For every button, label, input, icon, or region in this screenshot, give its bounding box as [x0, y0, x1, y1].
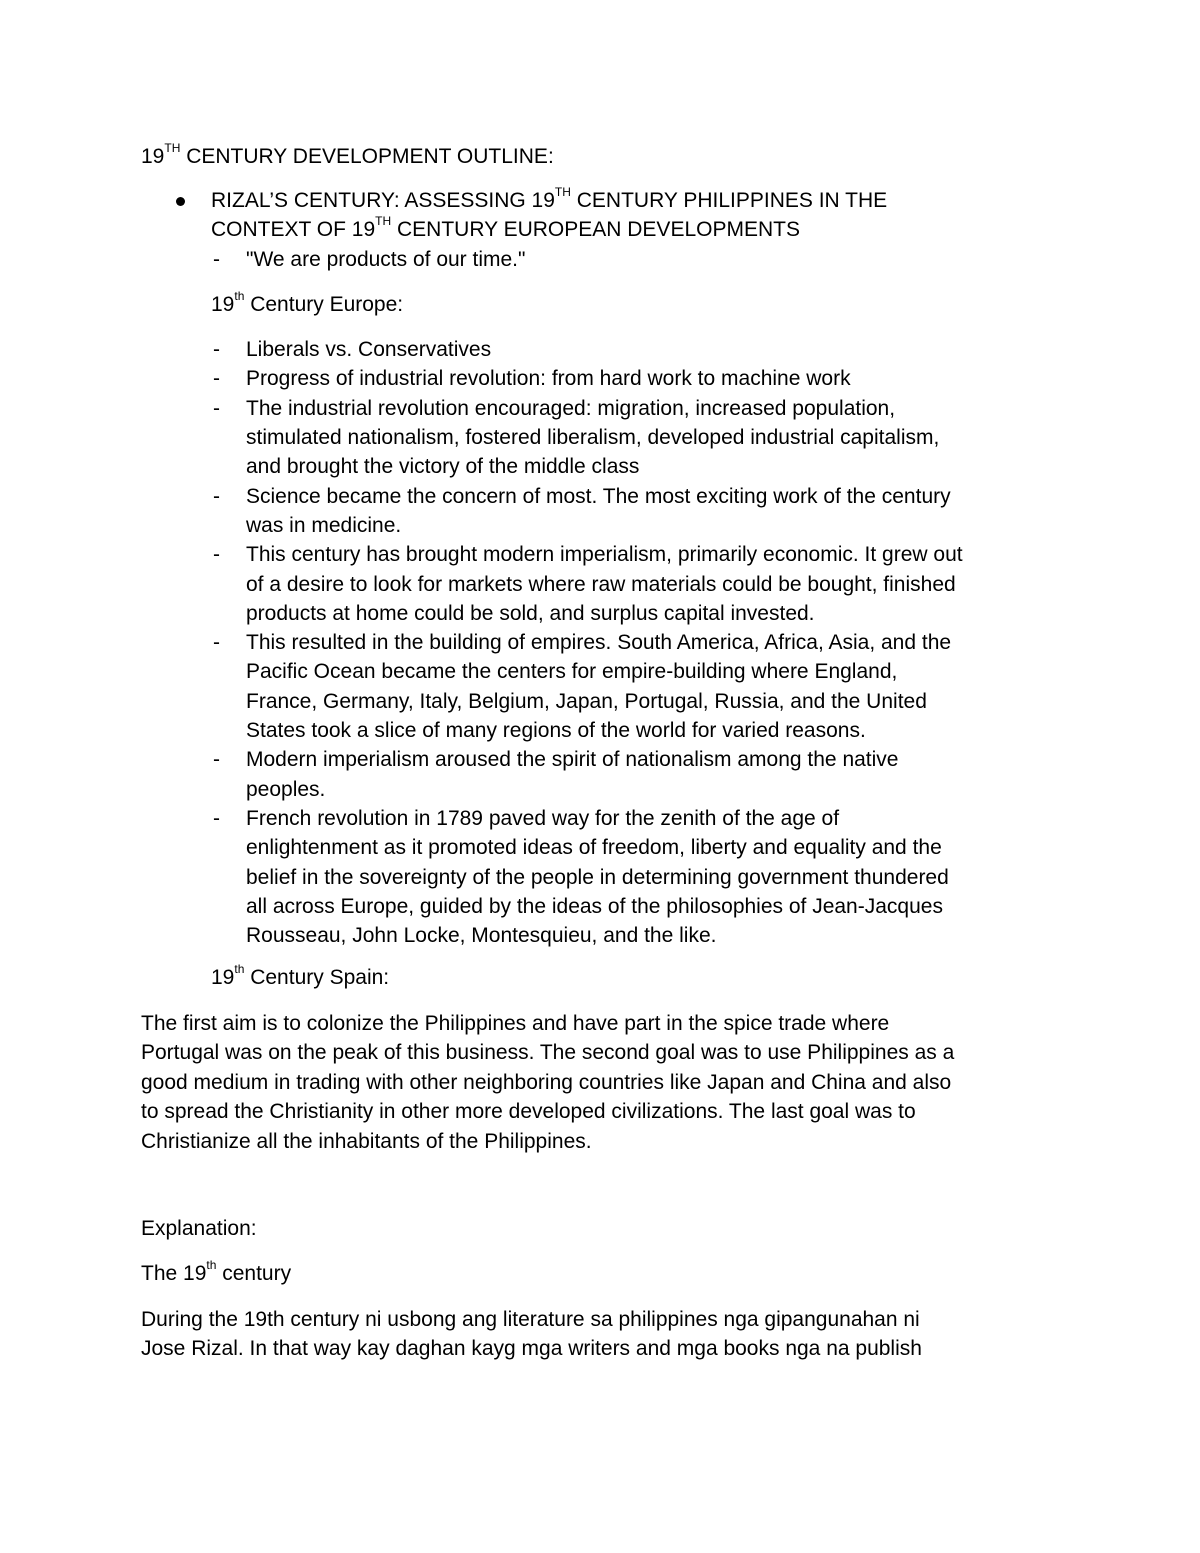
century-heading-sup: th — [206, 1258, 217, 1272]
spain-paragraph — [141, 1009, 1071, 1156]
bullet-line2-sup: TH — [375, 214, 392, 228]
europe-list-item-line: belief in the sovereignty of the people in determining government thundered — [246, 865, 949, 889]
title-pre: 19 — [141, 145, 165, 168]
europe-list-item-line: Science became the concern of most. The most exciting work of the century — [246, 484, 951, 508]
europe-list-item — [246, 364, 1076, 393]
europe-list-item-line: Progress of industrial revolution: from hard work to machine work — [246, 367, 851, 391]
dash-marker: - — [213, 806, 220, 830]
europe-list-item-line: was in medicine. — [246, 513, 402, 537]
europe-list-item-line: France, Germany, Italy, Belgium, Japan, Portugal, Russia, and the United — [246, 689, 927, 713]
dash-marker: - — [213, 484, 220, 508]
europe-list-item-line: Modern imperialism aroused the spirit of nationalism among the native — [246, 748, 899, 772]
europe-list-item-line: States took a slice of many regions of the world for varied reasons. — [246, 719, 866, 743]
europe-list-item-line: all across Europe, guided by the ideas of the philosophies of Jean-Jacques — [246, 895, 943, 919]
europe-list-item-line: peoples. — [246, 777, 326, 801]
europe-list-item — [246, 482, 1076, 541]
europe-list-item — [246, 745, 1076, 804]
title-post: CENTURY DEVELOPMENT OUTLINE: — [180, 145, 554, 168]
europe-list-item — [246, 628, 1076, 746]
spain-paragraph-line: Christianize all the inhabitants of the Philippines. — [141, 1129, 592, 1153]
europe-heading-post: Century Europe: — [244, 293, 404, 316]
spain-heading-sup: th — [234, 962, 245, 976]
quote-text: "We are products of our time." — [246, 248, 526, 271]
bullet-dot-icon — [176, 197, 185, 206]
dash-marker: - — [213, 396, 220, 420]
europe-list-item-line: of a desire to look for markets where raw materials could be bought, finished — [246, 572, 956, 596]
final-paragraph-line: Jose Rizal. In that way kay daghan kayg mga writers and mga books nga na publish — [141, 1337, 922, 1361]
century-heading-pre: The 19 — [141, 1262, 207, 1285]
bullet-line1-pre: RIZAL’S CENTURY: ASSESSING 19 — [211, 189, 555, 212]
europe-list-item — [246, 804, 1076, 951]
europe-heading — [211, 290, 403, 319]
bullet-line1-sup: TH — [554, 185, 571, 199]
europe-list-item-line: The industrial revolution encouraged: migration, increased population, — [246, 396, 896, 420]
bullet-line2-post: CENTURY EUROPEAN DEVELOPMENTS — [391, 218, 800, 241]
europe-list-item-line: French revolution in 1789 paved way for the zenith of the age of — [246, 806, 840, 830]
document-title — [141, 142, 554, 171]
europe-heading-sup: th — [234, 289, 245, 303]
spain-heading-pre: 19 — [211, 966, 235, 989]
dash-marker: - — [213, 248, 220, 271]
spain-paragraph-line: Portugal was on the peak of this business. The second goal was to use Philippines as a — [141, 1041, 955, 1065]
century-heading-post: century — [216, 1262, 292, 1285]
final-paragraph-line: During the 19th century ni usbong ang literature sa philippines nga gipangunahan ni — [141, 1308, 920, 1331]
europe-list-item-line: Liberals vs. Conservatives — [246, 338, 492, 361]
europe-list-item-line: enlightenment as it promoted ideas of freedom, liberty and equality and the — [246, 836, 942, 860]
dash-marker: - — [213, 367, 220, 391]
bullet-heading-line-1 — [211, 186, 887, 215]
spain-heading — [211, 963, 389, 992]
dash-marker: - — [213, 748, 220, 772]
spain-paragraph-line: to spread the Christianity in other more developed civilizations. The last goal was to — [141, 1100, 916, 1124]
spain-paragraph-line: good medium in trading with other neighboring countries like Japan and China and also — [141, 1070, 952, 1094]
europe-list-item-line: Rousseau, John Locke, Montesquieu, and the like. — [246, 924, 717, 948]
europe-list-item-line: stimulated nationalism, fostered liberalism, developed industrial capitalism, — [246, 426, 940, 449]
spain-heading-post: Century Spain: — [244, 966, 390, 989]
title-sup: TH — [164, 141, 181, 155]
explanation-label: Explanation: — [141, 1217, 257, 1240]
europe-list-item — [246, 335, 1076, 364]
europe-list-item-line: and brought the victory of the middle class — [246, 455, 640, 479]
century-heading — [141, 1259, 291, 1288]
europe-heading-pre: 19 — [211, 293, 235, 316]
bullet-line2-pre: CONTEXT OF 19 — [211, 218, 376, 241]
europe-list-item-line: Pacific Ocean became the centers for empire-building where England, — [246, 660, 898, 684]
bullet-heading-line-2 — [211, 215, 800, 244]
dash-marker: - — [213, 543, 220, 567]
dash-marker: - — [213, 338, 220, 361]
europe-list-item-line: This century has brought modern imperialism, primarily economic. It grew out — [246, 543, 963, 567]
europe-list-item-line: This resulted in the building of empires. South America, Africa, Asia, and the — [246, 631, 952, 654]
europe-list-item — [246, 540, 1076, 628]
bullet-line1-post: CENTURY PHILIPPINES IN THE — [570, 189, 888, 212]
europe-list-item — [246, 394, 1076, 482]
spain-paragraph-line: The first aim is to colonize the Philippines and have part in the spice trade where — [141, 1012, 890, 1035]
dash-marker: - — [213, 631, 220, 654]
final-paragraph — [141, 1305, 1071, 1364]
europe-list-item-line: products at home could be sold, and surplus capital invested. — [246, 601, 815, 625]
